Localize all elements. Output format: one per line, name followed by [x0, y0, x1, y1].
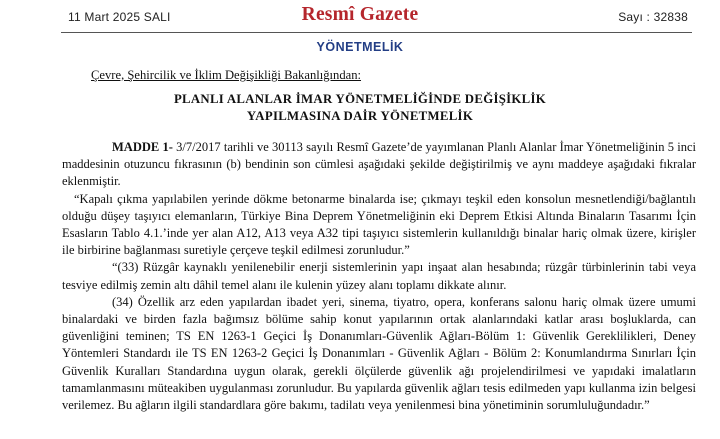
regulation-title-line-1: PLANLI ALANLAR İMAR YÖNETMELİĞİNDE DEĞİŞİKLİK — [173, 92, 547, 106]
header-divider — [61, 32, 692, 33]
regulation-title-line-2: YAPILMASINA DAİR YÖNETMELİK — [246, 109, 474, 123]
gazette-title: Resmî Gazete — [301, 4, 419, 25]
article-intro-paragraph — [62, 139, 696, 191]
regulation-title — [0, 91, 720, 125]
article-intro-text: 3/7/2017 tarihli ve 30113 sayılı Resmî Gazete’de yayımlanan Planlı Alanlar İmar Yönetmeliğinin 5 inci maddesinin otuzuncu fıkrasının (b) bendinin son cümlesi aşağıdaki şekilde değiştirilmiş ve aynı maddeye aşağıdaki fıkralar eklenmiştir. — [62, 140, 696, 189]
quote-paragraph: “Kapalı çıkma yapılabilen yerinde dökme betonarme binalarda ise; çıkmayı teşkil eden konsolun mesnetlendiği/bağlantılı olduğu düşey taşıyıcı elemanların, Türkiye Bina Deprem Yönetmeliğinin eki Deprem Etkisi Altında Binaların Tasarımı İçin Esasların Tablo 4.1.’inde yer alan A12, A13 veya A32 tipi taşıyıcı sistemlerin kullanıldığı binalar hariç olmak üzere, kirişler ile birbirine bağlanması suretiyle çerçeve teşkil edilmesi zorunludur.” — [62, 191, 696, 258]
issue-date: 11 Mart 2025 SALI — [68, 10, 171, 24]
paragraph-33: “(33) Rüzgâr kaynaklı yenilenebilir enerji sistemlerinin yapı inşaat alan hesabında; rüzgâr türbinlerinin tabi veya tesviye edilmiş zemin altı dâhil temel alanı ile kulenin yüzey alanı toplamı dikkate alınır. — [62, 260, 696, 292]
paragraph-34: (34) Özellik arz eden yapılardan ibadet yeri, sinema, tiyatro, opera, konferans salonu hariç olmak üzere umumi binalardaki ve birden fazla bağımsız bölüme sahip konut yapılarının ortak alanlarındaki katlar arası boşluklarda, can güvenliğini teminen; TS EN 1263-1 Geçici İş Donanımları-Güvenlik Ağları-Bölüm 1: Güvenlik Gereklilikleri, Deney Yöntemleri Standardı ile TS EN 1263-2 Geçici İş Donanımları - Güvenlik Ağları - Bölüm 2: Konumlandırma Sınırları İçin Güvenlik Kuralları Standardına uygun olarak, gerekli ölçülerde güvenlik ağı projelendirilmesi ve yapıdaki imalatların tamamlanmasını müteakiben uygulanması zorunludur. Bu yapılarda güvenlik ağları tesis edilmeden yapı kullanma izin belgesi verilemez. Bu ağların ilgili standardlara göre bakımı, tadilatı veya yenilenmesi bina yönetiminin sorumluluğundadır.” — [62, 294, 696, 413]
article-label: MADDE 1- — [112, 140, 173, 154]
gazette-header — [0, 0, 720, 36]
issue-number: Sayı : 32838 — [618, 10, 688, 24]
article-body — [62, 139, 696, 414]
ministry-name: Çevre, Şehircilik ve İklim Değişikliği Bakanlığından: — [91, 68, 362, 82]
section-heading: YÖNETMELİK — [316, 40, 404, 54]
